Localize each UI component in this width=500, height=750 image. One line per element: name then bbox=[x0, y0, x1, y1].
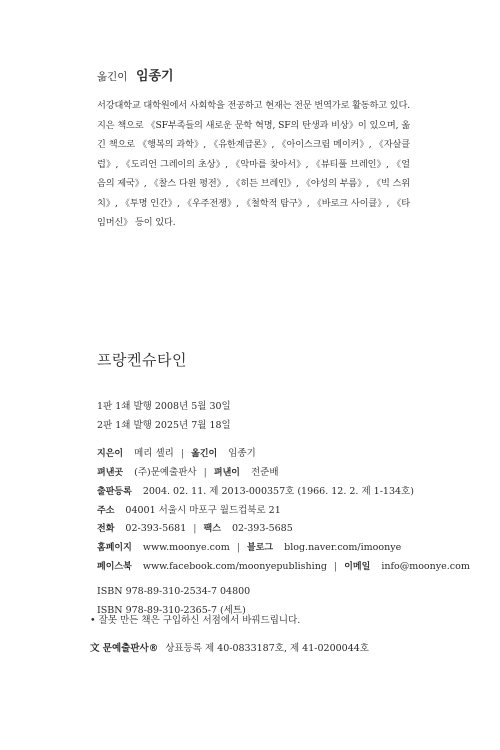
publisher-name: (주)문예출판사 bbox=[134, 467, 197, 478]
credits-author-row bbox=[97, 445, 256, 459]
defect-note: • 잘못 만든 책은 구입하신 서점에서 바꿔드립니다. bbox=[90, 615, 301, 626]
blog-link[interactable]: blog.naver.com/imoonye bbox=[284, 542, 402, 553]
trademark-text: 상표등록 제 40-0833187호, 제 41-0200044호 bbox=[165, 643, 369, 654]
translator-label: 옮긴이 bbox=[191, 449, 218, 459]
separator: | bbox=[236, 542, 240, 553]
trademark-line bbox=[90, 640, 369, 654]
registration-label: 출판등록 bbox=[97, 487, 132, 497]
publisher-logo: 文 문예출판사® bbox=[90, 643, 159, 654]
phone-label: 전화 bbox=[97, 524, 115, 534]
separator: | bbox=[333, 561, 338, 572]
fax-label: 팩스 bbox=[203, 524, 221, 534]
registration-value: 2004. 02. 11. 제 2013-000357호 (1966. 12. 2. 제 1-134호) bbox=[142, 486, 414, 497]
author-name: 메리 셸리 bbox=[134, 448, 174, 459]
facebook-link[interactable]: www.facebook.com/moonyepublishing bbox=[142, 561, 327, 572]
author-label: 지은이 bbox=[97, 449, 124, 459]
credits-phone-row bbox=[97, 521, 293, 534]
publisher-person-label: 펴낸이 bbox=[213, 468, 240, 478]
facebook-label: 페이스북 bbox=[97, 562, 132, 572]
isbn-line-1: ISBN 978-89-310-2534-7 04800 bbox=[97, 586, 251, 597]
homepage-label: 홈페이지 bbox=[97, 543, 132, 553]
edition-second: 2판 1쇄 발행 2025년 7월 18일 bbox=[97, 420, 231, 431]
credits-publisher-row bbox=[97, 464, 279, 478]
address-value: 04001 서울시 마포구 월드컵북로 21 bbox=[125, 505, 281, 516]
book-title: 프랑켄슈타인 bbox=[97, 351, 187, 369]
address-label: 주소 bbox=[97, 506, 115, 516]
translator-name: 임종기 bbox=[135, 69, 174, 84]
blog-label: 블로그 bbox=[247, 543, 274, 553]
separator: | bbox=[193, 523, 197, 534]
credits-registration-row bbox=[97, 483, 414, 497]
separator: | bbox=[180, 448, 185, 459]
publisher-label: 펴낸곳 bbox=[97, 468, 124, 478]
edition-first: 1판 1쇄 발행 2008년 5월 30일 bbox=[97, 401, 231, 412]
email-link[interactable]: info@moonye.com bbox=[381, 561, 470, 572]
credits-homepage-row bbox=[97, 540, 401, 553]
translator-role-label: 옮긴이 bbox=[97, 71, 128, 83]
translator-credit-name: 임종기 bbox=[228, 448, 256, 459]
translator-bio: 서강대학교 대학원에서 사회학을 전공하고 현재는 전문 번역가로 활동하고 있다. 지은 책으로 《SF부족들의 새로운 문학 혁명, SF의 탄생과 비상》이 있으며, 옮긴 책으로 《행복의 과학》, 《유한계급론》, 《아이스크림 메이커》, 《자살클럽》, 《도리언 그레이의 초상》, 《악마를 찾아서》, 《뷰티풀 브레인》, 《얼음의 제국》, 《찰스 다윈 평전》, 《히든 브레인》, 《야성의 부름》, 《빅 스위치》, 《투명 인간》, 《우주전쟁》, 《철학적 탐구》, 《바로크 사이클》, 《타임머신》 등이 있다. bbox=[97, 100, 410, 228]
homepage-link[interactable]: www.moonye.com bbox=[142, 542, 230, 553]
fax-value: 02-393-5685 bbox=[231, 523, 293, 534]
email-label: 이메일 bbox=[344, 562, 371, 572]
separator: | bbox=[203, 467, 207, 478]
publisher-person-name: 전준배 bbox=[251, 467, 279, 478]
phone-value: 02-393-5681 bbox=[125, 523, 187, 534]
credits-address-row bbox=[97, 502, 281, 516]
isbn-line-2: ISBN 978-89-310-2365-7 (세트) bbox=[97, 605, 246, 616]
translator-heading bbox=[97, 65, 174, 84]
credits-facebook-row bbox=[97, 559, 470, 572]
